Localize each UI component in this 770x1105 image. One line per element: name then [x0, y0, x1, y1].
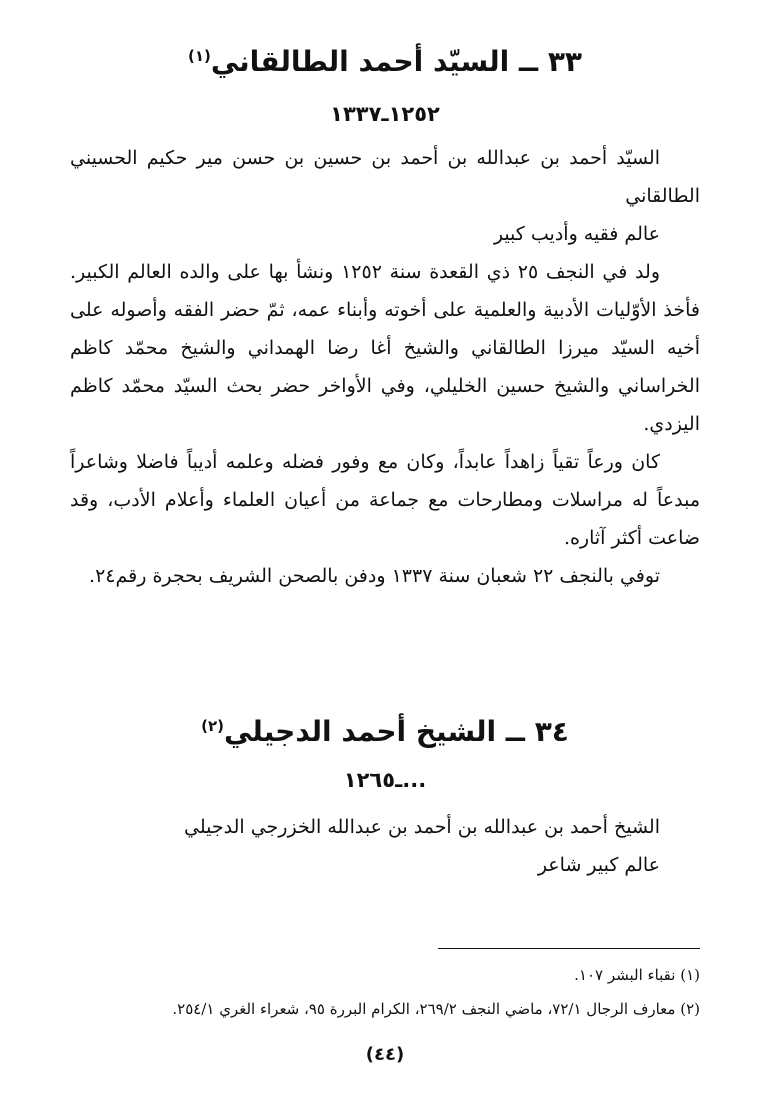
footnotes [70, 958, 700, 1026]
footnote-2: (٢) معارف الرجال ٧٢/١، ماضي النجف ٢٦٩/٢، الكرام البررة ٩٥، شعراء الغري ٢٥٤/١. [172, 1000, 700, 1018]
entry-33-biography: ولد في النجف ٢٥ ذي القعدة سنة ١٢٥٢ ونشأ بها على والده العالم الكبير. فأخذ الأوّليات الأدبية والعلمية على أخوته وأبناء عمه، ثمّ حضر الفقه وأصوله على أخيه السيّد ميرزا الطالقاني والشيخ أغا رضا الهمداني والشيخ محمّد كاظم الخراساني والشيخ حسين الخليلي، وفي الأواخر حضر بحث السيّد محمّد كاظم اليزدي. [70, 261, 700, 435]
entry-34-description: عالم كبير شاعر [537, 854, 660, 876]
entry-33-dates: ١٢٥٢ـ١٣٣٧ [330, 102, 440, 126]
entry-33-character: كان ورعاً تقياً زاهداً عابداً، وكان مع وفور فضله وعلمه أديباً فاضلا وشاعراً مبدعاً له مراسلات ومطارحات مع جماعة من أعيان العلماء وأعلام الأدب، وقد ضاعت أكثر آثاره. [70, 451, 700, 549]
entry-34-dates: ...ـ١٢٦٥ [343, 768, 427, 792]
footnote-ref-2[interactable]: (٢) [201, 717, 224, 735]
footnote-1: (١) نقباء البشر ١٠٧. [574, 966, 700, 984]
entry-33-title: ٣٣ ــ السيّد أحمد الطالقاني [210, 45, 583, 78]
entry-33-body [70, 139, 700, 595]
entry-33-lineage: السيّد أحمد بن عبدالله بن أحمد بن حسين بن حسن مير حكيم الحسيني الطالقاني [70, 147, 700, 207]
entry-33-description: عالم فقيه وأديب كبير [493, 223, 660, 245]
entry-34-lineage: الشيخ أحمد بن عبدالله بن أحمد بن عبدالله الخزرجي الدجيلي [184, 816, 660, 838]
footnote-divider [438, 948, 700, 949]
footnote-ref-1[interactable]: (١) [187, 47, 211, 65]
entry-33-heading [60, 44, 710, 80]
entry-34-heading [60, 714, 710, 750]
entry-33-death: توفي بالنجف ٢٢ شعبان سنة ١٣٣٧ ودفن بالصحن الشريف بحجرة رقم٢٤. [89, 565, 660, 587]
entry-34-title: ٣٤ ــ الشيخ أحمد الدجيلي [223, 715, 569, 748]
page-number: (٤٤) [365, 1044, 405, 1065]
entry-34-body [70, 808, 700, 884]
